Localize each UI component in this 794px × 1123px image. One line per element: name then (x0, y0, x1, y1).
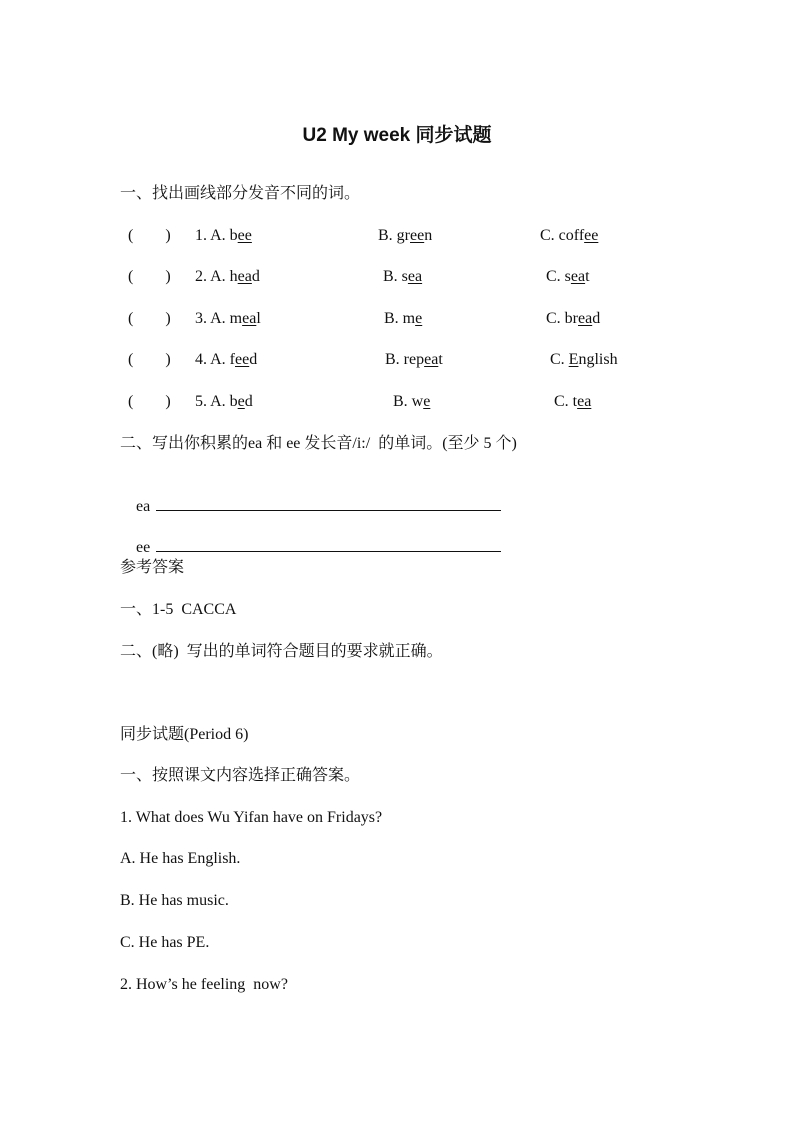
period6-heading: 同步试题(Period 6) (120, 726, 249, 743)
answers-line-2: 二、(略) 写出的单词符合题目的要求就正确。 (120, 643, 443, 660)
option-b: B. we (393, 393, 431, 410)
option-a: 1. A. bee (195, 227, 252, 244)
option-a: 4. A. feed (195, 351, 258, 368)
answer-paren[interactable]: ( ) (128, 351, 171, 368)
period6-instruction: 一、按照课文内容选择正确答案。 (120, 767, 361, 784)
question-1-option-b: B. He has music. (120, 892, 229, 909)
question-2: 2. How’s he feeling now? (120, 976, 288, 993)
answer-paren[interactable]: ( ) (128, 268, 171, 285)
section1-heading: 一、找出画线部分发音不同的词。 (120, 185, 361, 202)
answer-paren[interactable]: ( ) (128, 227, 171, 244)
option-c: C. English (550, 351, 618, 368)
option-c: C. coffee (540, 227, 599, 244)
ea-label: ea (136, 498, 151, 515)
answers-line-1: 一、1-5 CACCA (120, 601, 237, 618)
ee-label: ee (136, 539, 151, 556)
option-a: 5. A. bed (195, 393, 253, 410)
section2-heading: 二、写出你积累的ea 和 ee 发长音/i:/ 的单词。(至少 5 个) (120, 435, 517, 452)
option-c: C. seat (546, 268, 590, 285)
option-b: B. repeat (385, 351, 443, 368)
option-b: B. me (384, 310, 423, 327)
answers-heading: 参考答案 (120, 559, 185, 576)
answer-paren[interactable]: ( ) (128, 393, 171, 410)
option-c: C. bread (546, 310, 601, 327)
option-b: B. green (378, 227, 433, 244)
page-title: U2 My week 同步试题 (302, 125, 492, 146)
question-1: 1. What does Wu Yifan have on Fridays? (120, 809, 383, 826)
option-c: C. tea (554, 393, 592, 410)
option-a: 2. A. head (195, 268, 260, 285)
ea-blank[interactable] (156, 496, 501, 511)
option-b: B. sea (383, 268, 423, 285)
question-1-option-c: C. He has PE. (120, 934, 210, 951)
question-1-option-a: A. He has English. (120, 850, 241, 867)
answer-paren[interactable]: ( ) (128, 310, 171, 327)
option-a: 3. A. meal (195, 310, 261, 327)
ee-blank[interactable] (156, 537, 501, 552)
